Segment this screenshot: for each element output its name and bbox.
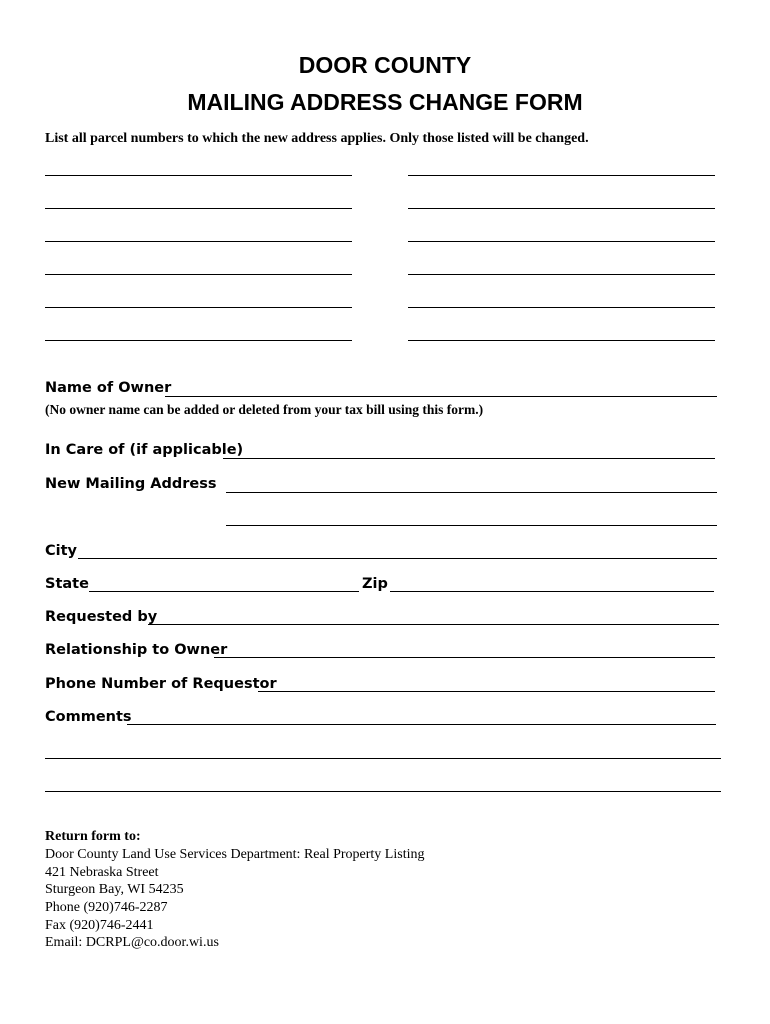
comments-field-2[interactable] (45, 758, 721, 759)
parcel-number-field-4[interactable] (45, 274, 352, 275)
return-street: 421 Nebraska Street (45, 865, 159, 880)
state-field[interactable] (89, 591, 359, 592)
requested-by-label: Requested by (45, 609, 158, 625)
new-mailing-address-field-1[interactable] (226, 492, 717, 493)
return-department: Door County Land Use Services Department: Real Property Listing (45, 847, 425, 862)
parcel-number-field-6[interactable] (45, 340, 352, 341)
parcel-number-field-9[interactable] (408, 241, 715, 242)
parcel-instructions: List all parcel numbers to which the new address applies. Only those listed will be changed. (45, 131, 589, 146)
comments-label: Comments (45, 709, 132, 725)
state-label: State (45, 576, 89, 592)
owner-name-note: (No owner name can be added or deleted from your tax bill using this form.) (45, 402, 484, 417)
parcel-number-field-10[interactable] (408, 274, 715, 275)
return-email[interactable]: Email: DCRPL@co.door.wi.us (45, 935, 219, 950)
form-title-line1: DOOR COUNTY (298, 52, 472, 78)
phone-field[interactable] (258, 691, 715, 692)
parcel-number-field-2[interactable] (45, 208, 352, 209)
in-care-of-field[interactable] (223, 458, 715, 459)
return-fax: Fax (920)746-2441 (45, 918, 154, 933)
zip-field[interactable] (390, 591, 714, 592)
relationship-field[interactable] (214, 657, 715, 658)
zip-label: Zip (362, 576, 388, 592)
parcel-number-field-8[interactable] (408, 208, 715, 209)
return-city-state-zip: Sturgeon Bay, WI 54235 (45, 882, 184, 897)
parcel-number-field-11[interactable] (408, 307, 715, 308)
return-heading: Return form to: (45, 829, 141, 844)
comments-field-1[interactable] (127, 724, 716, 725)
parcel-number-field-12[interactable] (408, 340, 715, 341)
owner-name-label: Name of Owner (45, 380, 172, 396)
owner-name-field[interactable] (165, 396, 717, 397)
new-mailing-address-field-2[interactable] (226, 525, 717, 526)
parcel-number-field-1[interactable] (45, 175, 352, 176)
parcel-number-field-3[interactable] (45, 241, 352, 242)
requested-by-field[interactable] (148, 624, 719, 625)
form-title-line2: MAILING ADDRESS CHANGE FORM (187, 89, 583, 115)
city-label: City (45, 543, 77, 559)
city-field[interactable] (78, 558, 717, 559)
comments-field-3[interactable] (45, 791, 721, 792)
phone-label: Phone Number of Requestor (45, 676, 277, 692)
new-mailing-address-label: New Mailing Address (45, 476, 217, 492)
in-care-of-label: In Care of (if applicable) (45, 442, 244, 458)
parcel-number-field-5[interactable] (45, 307, 352, 308)
return-phone: Phone (920)746-2287 (45, 900, 168, 915)
relationship-label: Relationship to Owner (45, 642, 228, 658)
parcel-number-field-7[interactable] (408, 175, 715, 176)
